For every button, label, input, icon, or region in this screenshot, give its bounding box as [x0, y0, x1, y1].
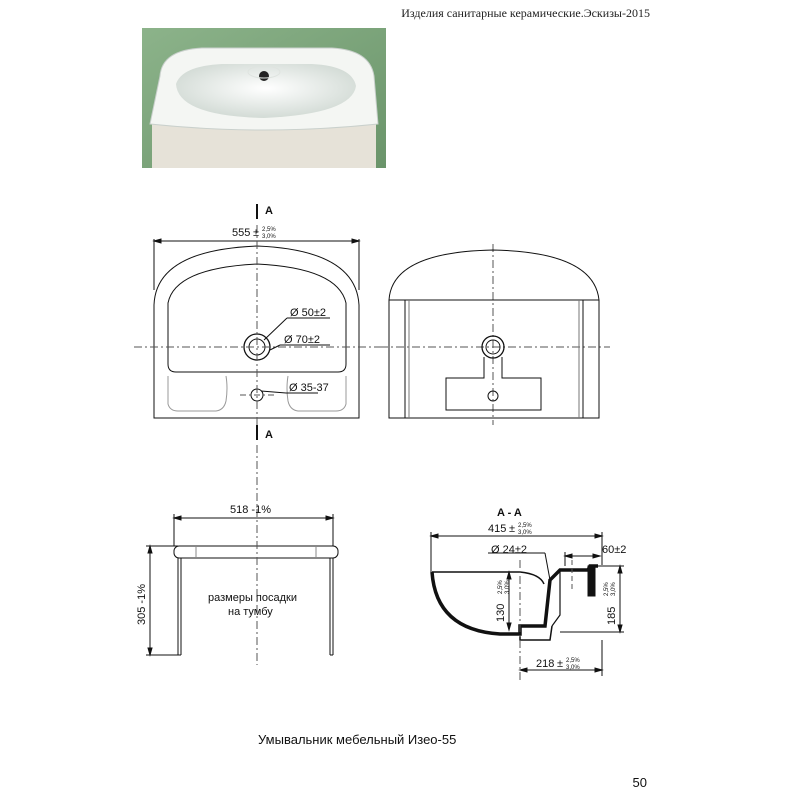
section-base-tol-minus: 3,0%: [566, 665, 580, 671]
section-height-tol-plus: 2,5%: [604, 582, 610, 596]
drain-hole-dim: Ø 35-37: [289, 382, 329, 394]
top-width-dim: 555: [232, 227, 251, 239]
section-hole-dim: Ø 24±2: [491, 544, 528, 556]
top-view: [134, 204, 380, 440]
section-depth-tol-minus: 3,0%: [505, 580, 511, 594]
mount-height-dim: 305 -1%: [136, 584, 148, 625]
top-width-tol-minus: 3,0%: [262, 234, 276, 240]
section-width-tol-minus: 3,0%: [518, 530, 532, 536]
mount-label-line2: на тумбу: [228, 606, 273, 618]
section-width-pm: ±: [509, 523, 516, 535]
product-caption: Умывальник мебельный Изео-55: [258, 732, 457, 747]
section-height-dim: 185: [606, 606, 618, 625]
section-base-tol-plus: 2,5%: [566, 658, 580, 664]
section-width-tol-plus: 2,5%: [518, 523, 532, 529]
top-width-tol-plus: 2,5%: [262, 227, 276, 233]
document-header: Изделия санитарные керамические.Эскизы-2015: [401, 6, 650, 20]
page-number: 50: [632, 775, 647, 790]
section-base-dim: 218: [536, 658, 555, 670]
mount-view: [146, 445, 338, 665]
section-mark-bottom: A: [265, 429, 273, 441]
section-width-dim: 415: [488, 523, 507, 535]
section-mark-top: A: [265, 205, 273, 217]
section-depth-tol-plus: 2,5%: [498, 580, 504, 594]
section-view: [431, 532, 627, 680]
section-rim-dim: 60±2: [602, 544, 627, 556]
section-height-tol-minus: 3,0%: [611, 582, 617, 596]
hole-outer-dim: Ø 50±2: [290, 307, 327, 319]
top-width-pm: ±: [253, 227, 260, 239]
hole-ring-dim: Ø 70±2: [284, 334, 321, 346]
mount-width-dim: 518 -1%: [230, 504, 271, 516]
section-depth-dim: 130: [495, 603, 507, 622]
mount-label-line1: размеры посадки: [208, 592, 297, 604]
section-title: A - A: [497, 507, 522, 519]
section-base-pm: ±: [557, 658, 564, 670]
front-view: [380, 244, 610, 425]
